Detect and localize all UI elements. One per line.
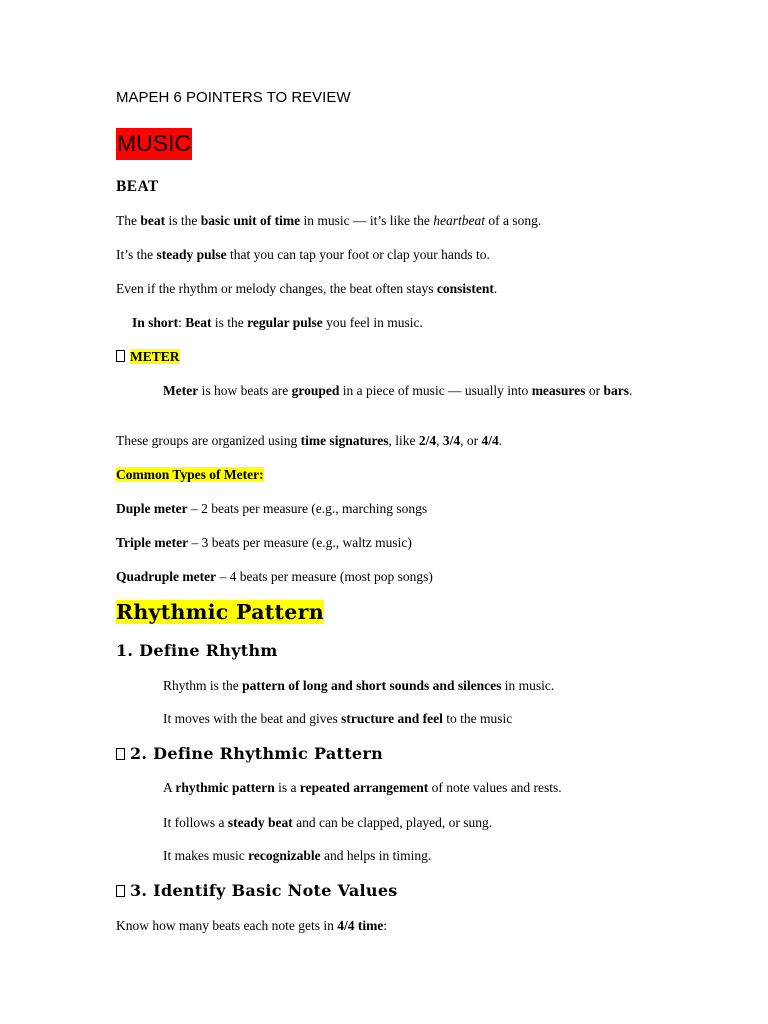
rhythmic-pattern-definition-paragraph: A rhythmic pattern is a repeated arrangement of note values and rests. — [163, 780, 562, 795]
define-rhythm-heading: 1. Define Rhythm — [116, 641, 278, 660]
missing-glyph-icon — [116, 885, 125, 897]
define-rhythmic-pattern-heading: 2. Define Rhythmic Pattern — [116, 744, 383, 764]
document-title: MAPEH 6 POINTERS TO REVIEW — [116, 89, 351, 106]
steady-beat-paragraph: It follows a steady beat and can be clapped, played, or sung. — [163, 815, 493, 830]
consistent-beat-paragraph: Even if the rhythm or melody changes, the beat often stays consistent. — [116, 281, 498, 296]
meter-type-item: Duple meter – 2 beats per measure (e.g., marching songs — [116, 501, 428, 516]
missing-glyph-icon — [116, 350, 125, 362]
meter-type-item: Quadruple meter – 4 beats per measure (most pop songs) — [116, 569, 433, 584]
music-heading: MUSIC — [116, 128, 192, 160]
meter-heading: METER — [116, 349, 180, 366]
beat-summary-paragraph: In short: Beat is the regular pulse you feel in music. — [132, 315, 423, 330]
missing-glyph-icon — [116, 748, 125, 760]
steady-pulse-paragraph: It’s the steady pulse that you can tap your foot or clap your hands to. — [116, 247, 490, 262]
rhythm-structure-paragraph: It moves with the beat and gives structure and feel to the music — [163, 711, 513, 726]
beat-definition-paragraph: The beat is the basic unit of time in music — it’s like the heartbeat of a song. — [116, 213, 542, 228]
time-signatures-paragraph: These groups are organized using time signatures, like 2/4, 3/4, or 4/4. — [116, 433, 503, 448]
meter-type-item: Triple meter – 3 beats per measure (e.g., waltz music) — [116, 535, 412, 550]
beat-heading: BEAT — [116, 178, 159, 195]
note-values-intro-paragraph: Know how many beats each note gets in 4/4 time: — [116, 918, 388, 933]
meter-definition-paragraph: Meter is how beats are grouped in a piece of music — usually into measures or bars. — [163, 383, 633, 398]
rhythm-definition-paragraph: Rhythm is the pattern of long and short sounds and silences in music. — [163, 678, 555, 693]
meter-types-heading: Common Types of Meter: — [116, 467, 264, 482]
note-values-heading: 3. Identify Basic Note Values — [116, 881, 398, 901]
rhythmic-pattern-heading: Rhythmic Pattern — [116, 600, 324, 624]
recognizable-paragraph: It makes music recognizable and helps in timing. — [163, 848, 432, 863]
